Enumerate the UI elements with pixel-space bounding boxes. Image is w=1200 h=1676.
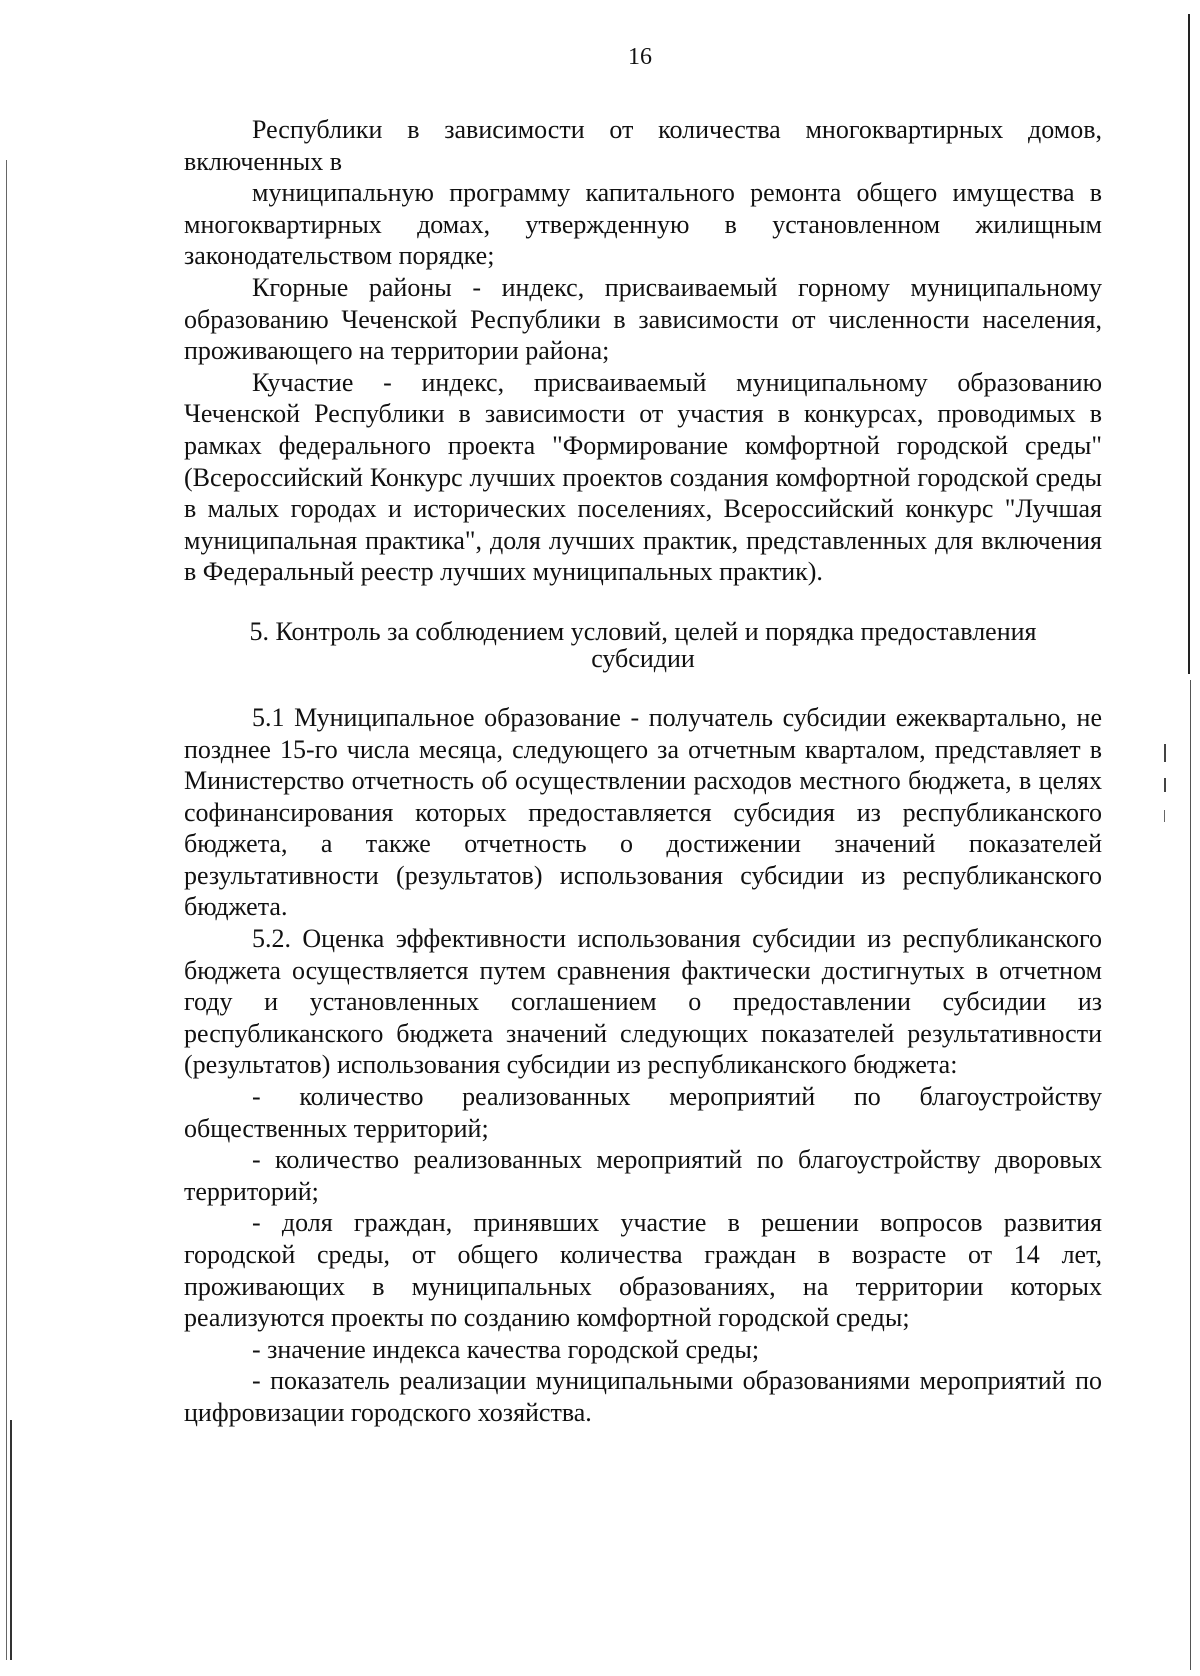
scan-mark-right-1 xyxy=(1164,744,1166,762)
document-body xyxy=(184,114,1102,1429)
scan-mark-right-2 xyxy=(1164,778,1166,792)
intro-paragraph-1: муниципальную программу капитального ремонта общего имущества в многоквартирных домах, утвержденную в установленном жилищным законодательством порядке; xyxy=(184,178,1102,271)
intro-paragraph-2: Кгорные районы - индекс, присваиваемый горному муниципальному образованию Чеченской Республики в зависимости от численности населения, проживающего на территории района; xyxy=(184,272,1102,366)
scan-edge-right xyxy=(1188,14,1190,674)
bullet-item-1: - количество реализованных мероприятий по благоустройству общественных территорий; xyxy=(184,1082,1102,1143)
scan-edge-left xyxy=(6,160,7,1660)
scan-mark-right-3 xyxy=(1164,810,1165,822)
section-5-heading-line-1: 5. Контроль за соблюдением условий, целей и порядка предоставления xyxy=(249,616,1037,646)
paragraph-5-1: 5.1 Муниципальное образование - получатель субсидии ежеквартально, не позднее 15-го числа месяца, следующего за отчетным кварталом, представляет в Министерство отчетность об осуществлении расходов местного бюджета, в целях софинансирования которых предоставляется субсидия из республиканского бюджета, а также отчетность о достижении значений показателей результативности (результатов) использования субсидии из республиканского бюджета. xyxy=(184,702,1102,922)
bullet-item-5: - показатель реализации муниципальными образованиями мероприятий по цифровизации городского хозяйства. xyxy=(184,1366,1102,1427)
section-gap xyxy=(184,672,1102,702)
bullet-item-3: - доля граждан, принявших участие в решении вопросов развития городской среды, от общего количества граждан в возрасте от 14 лет, проживающих в муниципальных образованиях, на территории которых реализуются проекты по созданию комфортной городской среды; xyxy=(184,1208,1102,1333)
scan-edge-left-bottom xyxy=(10,1420,12,1660)
intro-line-2: включенных в xyxy=(184,146,343,176)
bullet-item-4: - значение индекса качества городской среды; xyxy=(252,1334,760,1364)
page-number: 16 xyxy=(628,44,652,70)
section-5-heading-line-2: субсидии xyxy=(591,643,695,673)
intro-line-1: Республики в зависимости от количества многоквартирных домов, xyxy=(252,115,1102,144)
paragraph-5-2: 5.2. Оценка эффективности использования субсидии из республиканского бюджета осуществляется путем сравнения фактически достигнутых в отчетном году и установленных соглашением о предоставлении субсидии из республиканского бюджета значений следующих показателей результативности (результатов) использования субсидии из республиканского бюджета: xyxy=(184,924,1102,1080)
scan-edge-right-lower xyxy=(1190,680,1191,1670)
bullet-item-2: - количество реализованных мероприятий по благоустройству дворовых территорий; xyxy=(184,1145,1102,1206)
section-5-heading xyxy=(184,618,1102,672)
intro-paragraph-3: Кучастие - индекс, присваиваемый муниципальному образованию Чеченской Республики в зависимости от участия в конкурсах, проводимых в рамках федерального проекта "Формирование комфортной городской среды" (Всероссийский Конкурс лучших проектов создания комфортной городской среды в малых городах и исторических поселениях, Всероссийский конкурс "Лучшая муниципальная практика", доля лучших практик, представленных для включения в Федеральный реестр лучших муниципальных практик). xyxy=(184,367,1102,587)
